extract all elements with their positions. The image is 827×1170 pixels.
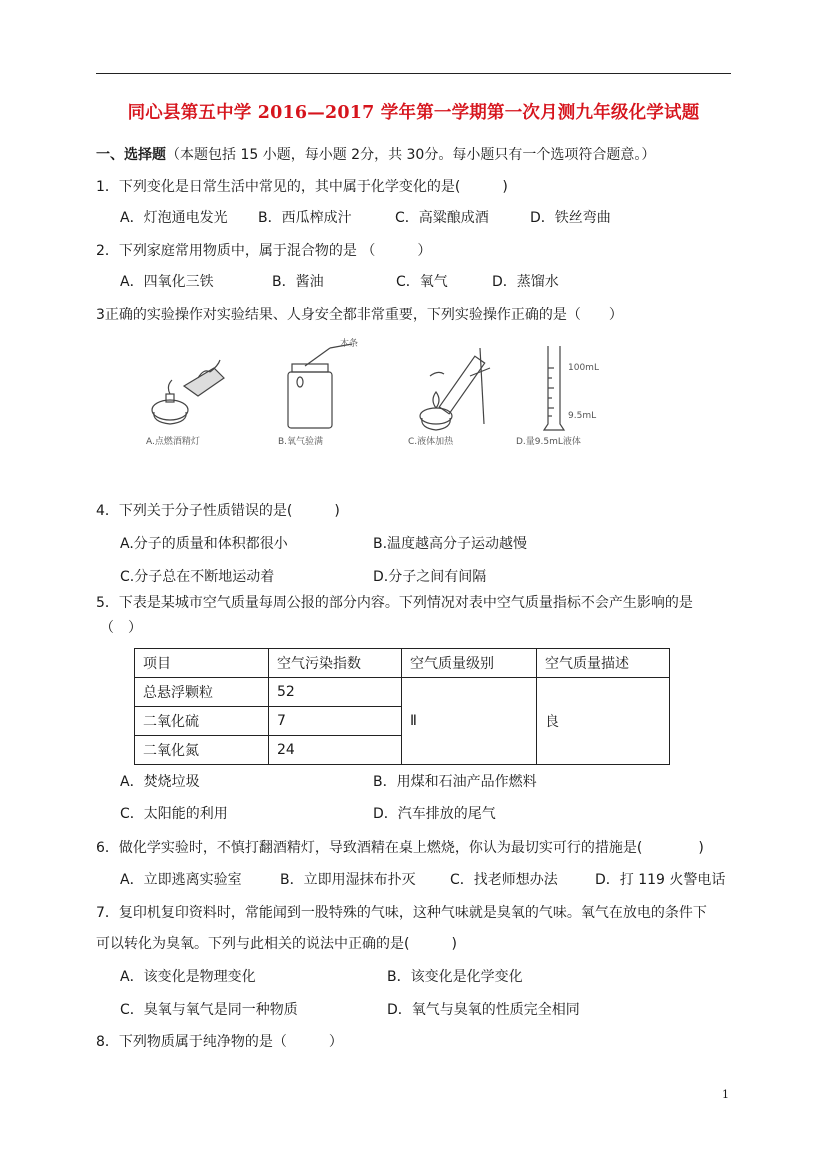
table-header-index: 空气污染指数 [269, 649, 402, 678]
question-6-stem: 6．做化学实验时，不慎打翻酒精灯，导致酒精在桌上燃烧，你认为最切实可行的措施是( ) [96, 840, 704, 856]
q6-option-b: B．立即用湿抹布扑灭 [280, 872, 416, 888]
question-7-stem-line-1: 7．复印机复印资料时，常能闻到一股特殊的气味，这种气味就是臭氧的气味。氧气在放电的条件下 [96, 905, 707, 921]
table-cell-desc: 良 [537, 678, 670, 765]
question-5-stem: 5．下表是某城市空气质量每周公报的部分内容。下列情况对表中空气质量指标不会产生影响的是 [96, 595, 693, 611]
figure-caption-c: C.液体加热 [408, 437, 454, 447]
question-7-stem-line-2: 可以转化为臭氧。下列与此相关的说法中正确的是( ) [96, 936, 457, 952]
table-cell-item: 总悬浮颗粒 [135, 678, 269, 707]
q7-option-a: A．该变化是物理变化 [120, 969, 256, 985]
figure-d-graduated-cylinder [544, 346, 564, 430]
section-heading-note: （本题包括 15 小题，每小题 2分，共 30分。每小题只有一个选项符合题意。） [166, 147, 656, 163]
figure-a-lighting-lamp [152, 360, 224, 424]
q5-option-b: B．用煤和石油产品作燃料 [373, 774, 537, 790]
question-8-stem: 8．下列物质属于纯净物的是（ ） [96, 1034, 343, 1050]
figure-caption-a: A.点燃酒精灯 [146, 437, 200, 447]
question-4-stem: 4．下列关于分子性质错误的是( ) [96, 503, 340, 519]
q5-option-d: D．汽车排放的尾气 [373, 806, 496, 822]
figure-caption-d: D.量9.5mL液体 [516, 437, 581, 447]
table-header-level: 空气质量级别 [402, 649, 537, 678]
table-cell-item: 二氧化氮 [135, 736, 269, 765]
q1-option-a: A．灯泡通电发光 [120, 210, 228, 226]
table-cell-index: 24 [269, 736, 402, 765]
q7-option-b: B．该变化是化学变化 [387, 969, 523, 985]
q2-option-a: A．四氧化三铁 [120, 274, 214, 290]
air-quality-table [134, 648, 670, 765]
q7-option-c: C．臭氧与氧气是同一种物质 [120, 1002, 298, 1018]
q7-option-d: D．氧气与臭氧的性质完全相同 [387, 1002, 580, 1018]
q6-option-d: D．打 119 火警电话 [595, 872, 726, 888]
section-heading-label: 一、选择题 [96, 147, 166, 163]
table-cell-index: 52 [269, 678, 402, 707]
q4-option-a: A.分子的质量和体积都很小 [120, 536, 288, 552]
table-header-row [135, 649, 670, 678]
table-header-desc: 空气质量描述 [537, 649, 670, 678]
table-cell-index: 7 [269, 707, 402, 736]
q2-option-c: C．氧气 [396, 274, 448, 290]
page-number: 1 [722, 1088, 729, 1101]
figure-label-100ml: 100mL [568, 363, 599, 373]
section-heading [96, 146, 655, 164]
figure-label-stick: 木条 [340, 339, 359, 349]
figure-label-9-5ml: 9.5mL [568, 411, 597, 421]
q5-option-c: C．太阳能的利用 [120, 806, 228, 822]
q4-option-d: D.分子之间有间隔 [373, 569, 487, 585]
table-header-item: 项目 [135, 649, 269, 678]
table-cell-item: 二氧化硫 [135, 707, 269, 736]
q1-option-d: D．铁丝弯曲 [530, 210, 611, 226]
header-rule [96, 73, 731, 74]
q4-option-b: B.温度越高分子运动越慢 [373, 536, 528, 552]
figure-b-gas-jar [288, 344, 352, 428]
figure-c-liquid-heating [420, 348, 490, 430]
question-1-stem: 1．下列变化是日常生活中常见的，其中属于化学变化的是( ) [96, 179, 508, 195]
q6-option-a: A．立即逃离实验室 [120, 872, 242, 888]
figure-caption-b: B.氧气验满 [278, 437, 324, 447]
question-2-stem: 2．下列家庭常用物质中，属于混合物的是 （ ） [96, 243, 432, 259]
q2-option-d: D．蒸馏水 [492, 274, 559, 290]
q1-option-c: C．高粱酿成酒 [395, 210, 489, 226]
q5-option-a: A．焚烧垃圾 [120, 774, 200, 790]
q3-experiment-figure [140, 338, 610, 458]
table-row [135, 678, 670, 707]
q2-option-b: B．酱油 [272, 274, 324, 290]
table-cell-level: Ⅱ [402, 678, 537, 765]
q1-option-b: B．西瓜榨成汁 [258, 210, 352, 226]
question-5-stem-cont: （ ） [100, 620, 142, 636]
page-title: 同心县第五中学 2016—2017 学年第一学期第一次月测九年级化学试题 [127, 103, 700, 123]
q6-option-c: C．找老师想办法 [450, 872, 558, 888]
q4-option-c: C.分子总在不断地运动着 [120, 569, 275, 585]
question-3-stem: 3正确的实验操作对实验结果、人身安全都非常重要，下列实验操作正确的是（ ） [96, 307, 623, 323]
